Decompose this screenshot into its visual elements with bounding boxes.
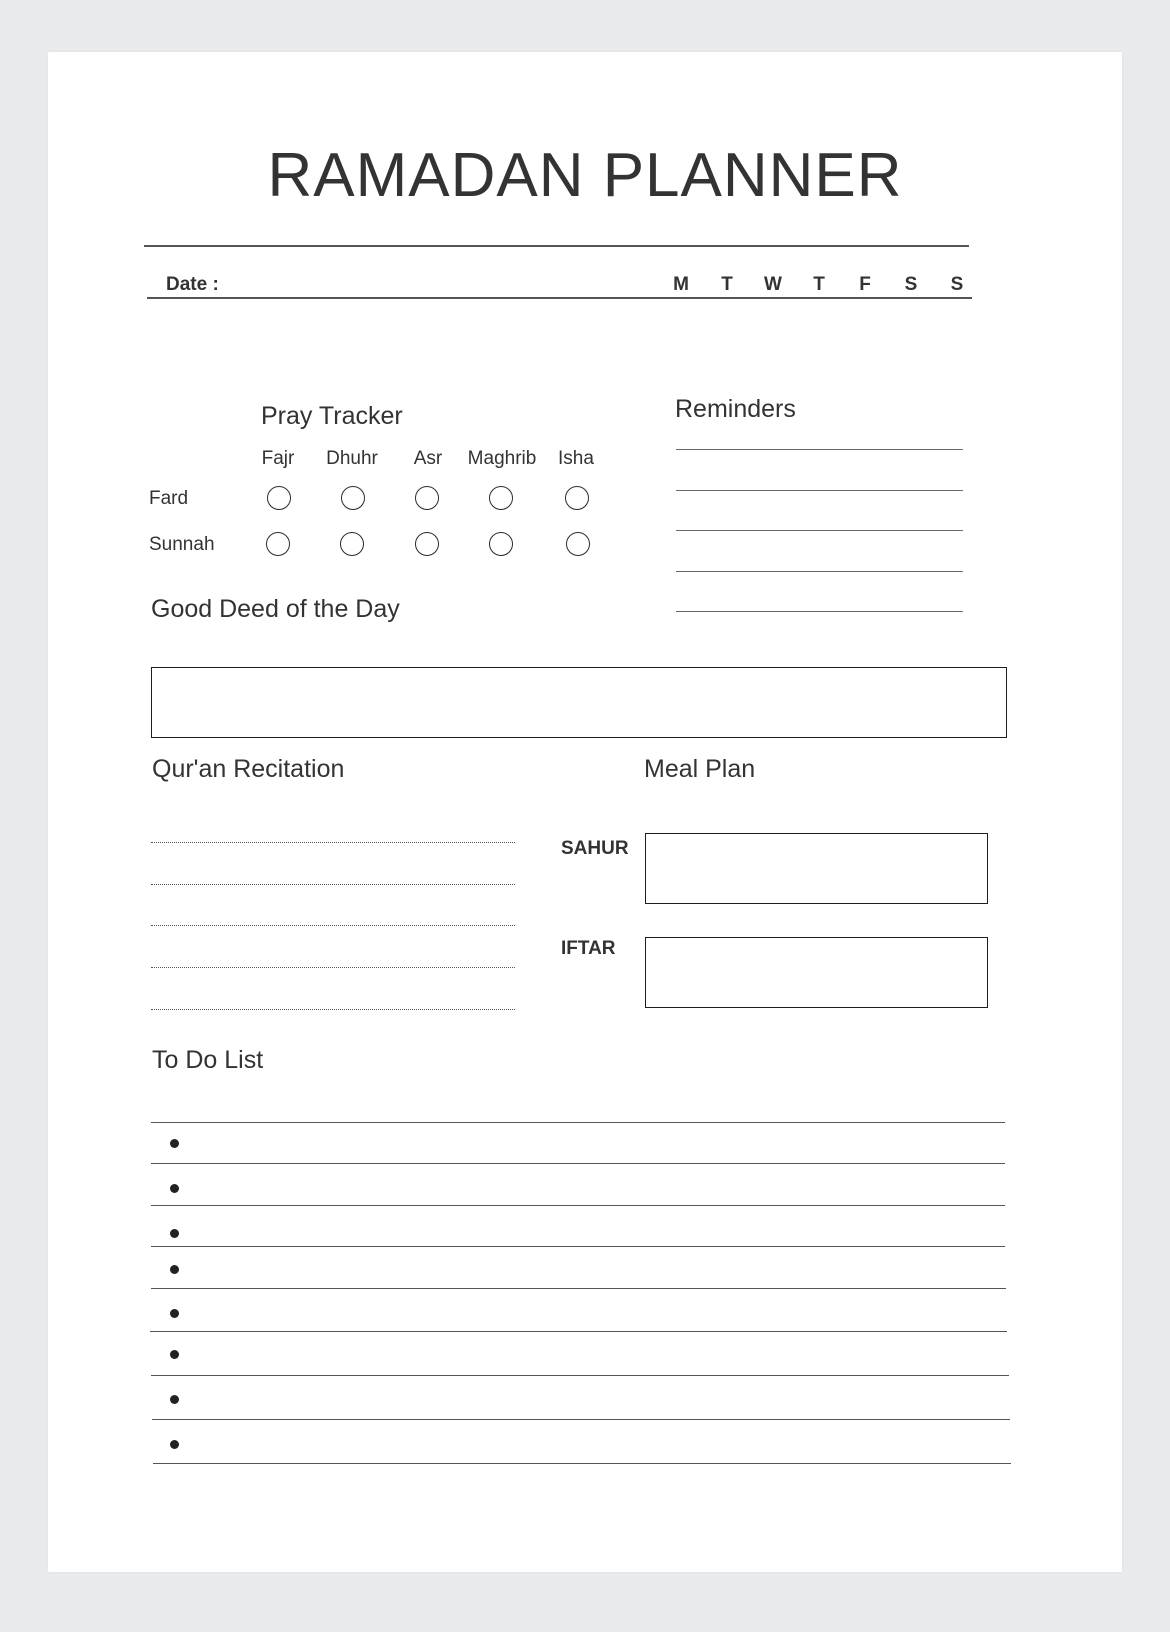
todo-line[interactable]	[151, 1288, 1006, 1289]
weekday-thursday[interactable]: T	[813, 274, 825, 295]
reminders-title: Reminders	[675, 395, 796, 423]
checkbox-fard-isha[interactable]	[565, 486, 589, 510]
checkbox-sunnah-fajr[interactable]	[266, 532, 290, 556]
checkbox-fard-asr[interactable]	[415, 486, 439, 510]
todo-line[interactable]	[150, 1331, 1007, 1332]
bullet-icon	[170, 1440, 179, 1449]
todo-line[interactable]	[151, 1163, 1005, 1164]
prayer-asr: Asr	[413, 448, 443, 469]
page-title: RAMADAN PLANNER	[267, 141, 903, 210]
quran-line[interactable]	[151, 1009, 515, 1010]
sahur-box[interactable]	[645, 833, 988, 904]
reminder-line[interactable]	[676, 611, 963, 612]
date-label[interactable]: Date :	[166, 274, 219, 295]
checkbox-sunnah-dhuhr[interactable]	[340, 532, 364, 556]
reminder-line[interactable]	[676, 571, 963, 572]
checkbox-sunnah-isha[interactable]	[566, 532, 590, 556]
reminder-line[interactable]	[676, 530, 963, 531]
checkbox-sunnah-asr[interactable]	[415, 532, 439, 556]
weekday-friday[interactable]: F	[859, 274, 871, 295]
bullet-icon	[170, 1229, 179, 1238]
todo-line[interactable]	[153, 1463, 1011, 1464]
todo-line[interactable]	[151, 1375, 1009, 1376]
prayer-maghrib: Maghrib	[467, 448, 537, 469]
bullet-icon	[170, 1265, 179, 1274]
checkbox-fard-maghrib[interactable]	[489, 486, 513, 510]
weekday-selector	[658, 270, 1028, 300]
quran-line[interactable]	[151, 884, 515, 885]
quran-line[interactable]	[151, 842, 515, 843]
sahur-label: SAHUR	[561, 838, 629, 859]
bullet-icon	[170, 1395, 179, 1404]
weekday-wednesday[interactable]: W	[764, 274, 782, 295]
todo-line[interactable]	[152, 1419, 1010, 1420]
weekday-saturday[interactable]: S	[904, 274, 918, 295]
date-bar-top-rule	[144, 245, 969, 247]
quran-line[interactable]	[151, 925, 515, 926]
weekday-sunday[interactable]: S	[950, 274, 964, 295]
good-deed-title: Good Deed of the Day	[151, 595, 400, 623]
bullet-icon	[170, 1139, 179, 1148]
prayer-isha: Isha	[558, 448, 594, 469]
date-bar-bottom-rule	[147, 297, 972, 299]
todo-line[interactable]	[151, 1122, 1005, 1123]
todo-line[interactable]	[151, 1246, 1005, 1247]
todo-line[interactable]	[151, 1205, 1005, 1206]
reminder-line[interactable]	[676, 449, 963, 450]
row-label-sunnah: Sunnah	[149, 534, 215, 555]
iftar-box[interactable]	[645, 937, 988, 1008]
weekday-monday[interactable]: M	[673, 274, 689, 295]
bullet-icon	[170, 1309, 179, 1318]
good-deed-box[interactable]	[151, 667, 1007, 738]
iftar-label: IFTAR	[561, 938, 616, 959]
prayer-fajr: Fajr	[261, 448, 295, 469]
quran-line[interactable]	[151, 967, 515, 968]
row-label-fard: Fard	[149, 488, 189, 509]
checkbox-fard-fajr[interactable]	[267, 486, 291, 510]
prayer-dhuhr: Dhuhr	[326, 448, 378, 469]
weekday-tuesday[interactable]: T	[721, 274, 733, 295]
checkbox-fard-dhuhr[interactable]	[341, 486, 365, 510]
planner-page	[48, 52, 1122, 1572]
bullet-icon	[170, 1184, 179, 1193]
pray-tracker-title: Pray Tracker	[261, 402, 403, 430]
quran-title: Qur'an Recitation	[152, 755, 345, 783]
bullet-icon	[170, 1350, 179, 1359]
todo-title: To Do List	[152, 1046, 264, 1074]
checkbox-sunnah-maghrib[interactable]	[489, 532, 513, 556]
reminder-line[interactable]	[676, 490, 963, 491]
meal-plan-title: Meal Plan	[644, 755, 756, 783]
